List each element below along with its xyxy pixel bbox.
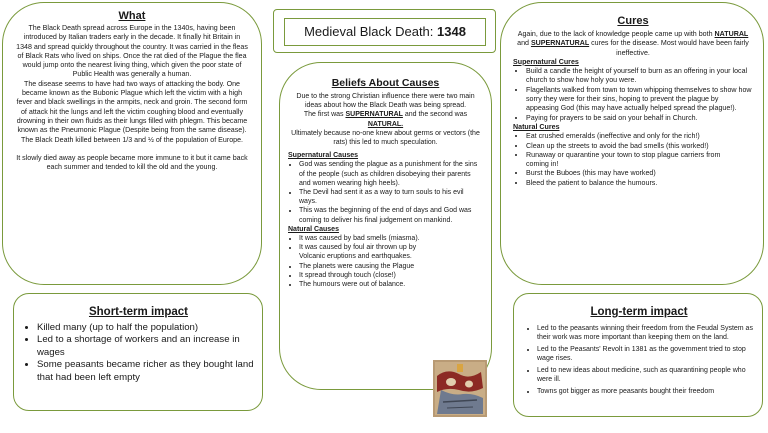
page-title	[284, 18, 486, 46]
supernatural-cures-list	[513, 67, 753, 123]
list-item: • Paying for prayers to be said on your behalf in Church.	[526, 114, 753, 123]
cures-intro-end: cures for the disease. Most would have been fairly ineffective.	[589, 39, 749, 57]
list-item: • Build a candle the height of yourself to burn as an offering in your local church to show how holy you were.	[526, 67, 753, 86]
list-item: • The humours were out of balance.	[299, 280, 437, 289]
short-term-title: Short-term impact	[88, 306, 189, 318]
list-item: • Led to new ideas about medicine, such as quarantining people who were ill.	[537, 366, 754, 384]
list-item: • Flagellants walked from town to town whipping themselves to show how sorry they were for their sins, hoping to prevent the plague by appeasing God (this may have actually helped spread the plague!).	[526, 86, 753, 114]
list-item: • Killed many (up to half the population)	[37, 322, 254, 334]
cures-panel	[500, 2, 764, 285]
supernatural-cures-heading: Supernatural Cures	[513, 57, 579, 66]
list-item: • Runaway or quarantine your town to stop plague carriers from coming in!	[526, 151, 726, 170]
list-item: • Bleed the patient to balance the humours.	[526, 179, 726, 188]
natural-causes-list	[288, 234, 437, 289]
long-term-panel	[513, 293, 763, 417]
list-item: • This was the beginning of the end of days and God was coming to deliver his final judgement on mankind.	[299, 206, 483, 224]
list-item: • The Devil had sent it as a way to turn souls to his evil ways.	[299, 188, 483, 206]
beliefs-supernatural-word: SUPERNATURAL	[345, 111, 403, 119]
what-paragraph-death-toll: The Black Death killed between 1/3 and ½ of the population of Europe.	[20, 135, 244, 144]
list-item: • It was caused by bad smells (miasma).	[299, 234, 437, 243]
beliefs-outro: Ultimately because no-one knew about germs or vectors (the rats) this led to much speculation.	[291, 129, 480, 147]
list-item: • Towns got bigger as more peasants bought their freedom	[537, 387, 754, 396]
list-item: • The planets were causing the Plague	[299, 262, 437, 271]
supernatural-causes-heading: Supernatural Causes	[288, 152, 359, 160]
beliefs-first-text: The first was	[303, 111, 346, 119]
cures-intro-and: and	[517, 39, 531, 48]
long-term-list	[524, 324, 754, 396]
beliefs-second-text: and the second was	[402, 111, 468, 119]
beliefs-natural-word: NATURAL.	[367, 120, 404, 128]
short-term-panel	[13, 293, 263, 411]
natural-cures-list	[513, 132, 726, 188]
list-item: • God was sending the plague as a punishment for the sins of the people (such as children disobeying their parents and women wearing high heels).	[299, 160, 483, 188]
beliefs-intro: Due to the strong Christian influence there were two main ideas about how the Black Death was being spread.	[296, 93, 475, 110]
beliefs-panel	[279, 62, 492, 390]
title-banner	[273, 9, 496, 53]
beliefs-title: Beliefs About Causes	[331, 77, 440, 89]
medieval-illustration	[433, 360, 487, 417]
supernatural-causes-list	[288, 160, 483, 224]
list-item: • Burst the Buboes (this may have worked)	[526, 169, 726, 178]
page-title-text: Medieval Black Death:	[304, 24, 438, 39]
cures-natural-word: NATURAL	[714, 30, 749, 38]
cures-title: Cures	[617, 15, 649, 27]
list-item: • Clean up the streets to avoid the bad smells (this worked!)	[526, 142, 726, 151]
page-title-year: 1348	[437, 24, 466, 39]
natural-causes-heading: Natural Causes	[288, 225, 339, 233]
long-term-title: Long-term impact	[590, 306, 688, 318]
cures-intro-start: Again, due to the lack of knowledge people came up with both	[517, 30, 715, 38]
what-panel	[2, 2, 262, 285]
beliefs-two-ideas	[288, 110, 483, 128]
short-term-list	[23, 322, 254, 384]
list-item: • It spread through touch (close!)	[299, 271, 437, 280]
natural-cures-heading: Natural Cures	[513, 122, 560, 131]
what-paragraph-forms: The disease seems to have had two ways of attacking the body. One became known as the Bubonic Plague which left the victim with a high fever and black swellings in the armpits, neck and groin. The second form of attack hit the lungs and left the victim coughing blood and eventually drowning in their own fluids as their lungs filled with phlegm. This became known as the Pneumonic Plague (Despite being from the same disease).	[16, 79, 248, 135]
list-item: • Led to a shortage of workers and an increase in wages	[37, 334, 254, 359]
list-item: • Led to the peasants winning their freedom from the Feudal System as their work was more important than keeping them on the land.	[537, 324, 754, 342]
what-title: What	[118, 10, 146, 22]
list-item: • Led to the Peasants' Revolt in 1381 as the government tried to stop wage rises.	[537, 345, 754, 363]
list-item: • Some peasants became richer as they bought land that had been left empty	[37, 359, 254, 384]
list-item: • Eat crushed emeralds (ineffective and only for the rich!)	[526, 132, 726, 141]
what-paragraph-spread: The Black Death spread across Europe in the 1340s, having been introduced by Italian traders early in the decade. It finally hit Britain in 1348 and spread quickly throughout the country. It was carried in the fleas of Black Rats who lived on ships. Once the rat died of the Plague the flea would jump onto the nearest living thing, which given the poor state of Public Health was generally a human.	[16, 24, 248, 79]
what-paragraph-recurrence: It slowly died away as people became more immune to it but it came back each summer and tended to kill the old and the young.	[16, 153, 248, 172]
cures-intro	[513, 30, 753, 58]
cures-supernatural-word: SUPERNATURAL	[530, 39, 590, 48]
spacer	[15, 145, 249, 154]
list-item: • It was caused by foul air thrown up by Volcanic eruptions and earthquakes.	[299, 243, 437, 261]
